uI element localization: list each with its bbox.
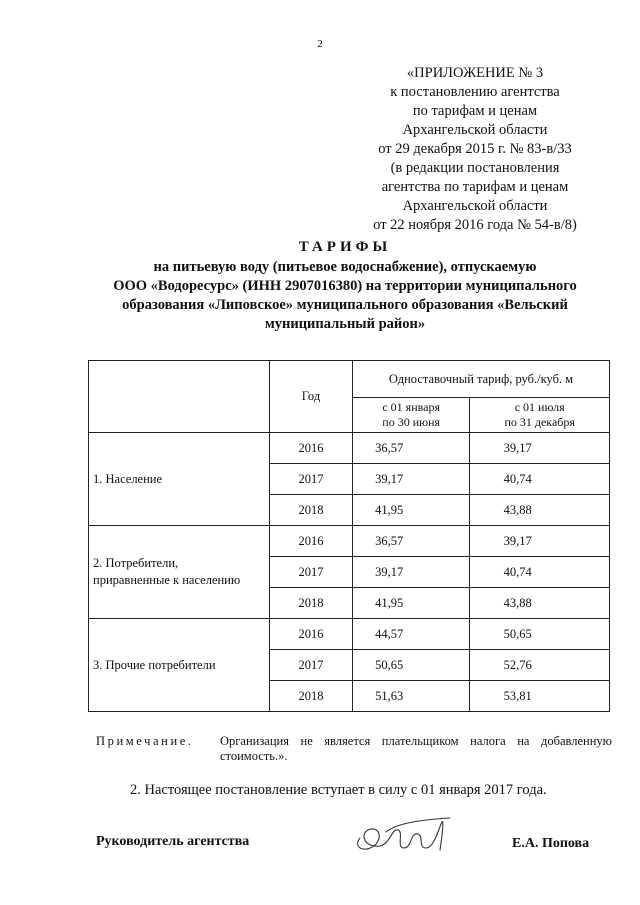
year-cell: 2017 (270, 557, 353, 588)
table-row (89, 619, 610, 650)
document-title (80, 238, 610, 334)
period2-value-cell (470, 495, 610, 526)
title-line: муниципальный район» (264, 316, 426, 332)
period2-line: по 31 декабря (504, 415, 575, 429)
appendix-line: агентства по тарифам и ценам (381, 179, 569, 195)
effective-date-paragraph: 2. Настоящее постановление вступает в силу с 01 января 2017 года. (130, 782, 547, 798)
title-heading: ТАРИФЫ (298, 239, 392, 255)
period2-value-cell (470, 619, 610, 650)
period2-header (470, 398, 610, 433)
period2-value: 40,74 (503, 564, 532, 579)
page-number: 2 (317, 38, 323, 50)
category-line: 1. Население (93, 471, 163, 486)
period1-header (353, 398, 470, 433)
appendix-line: Архангельской области (402, 122, 548, 138)
period1-value: 36,57 (375, 440, 404, 455)
appendix-line: «ПРИЛОЖЕНИЕ № 3 (406, 65, 544, 81)
period2-value: 50,65 (503, 626, 532, 641)
period1-line: с 01 января (382, 400, 440, 414)
year-cell: 2017 (270, 650, 353, 681)
period1-value: 39,17 (375, 564, 404, 579)
title-line: на питьевую воду (питьевое водоснабжение), отпускаемую (153, 259, 537, 275)
category-cell (89, 433, 270, 526)
period1-value-cell (353, 495, 470, 526)
period2-value: 53,81 (503, 688, 532, 703)
category-cell (89, 619, 270, 712)
signatory-title: Руководитель агентства (96, 834, 250, 849)
period1-value: 41,95 (375, 502, 404, 517)
appendix-line: от 22 ноября 2016 года № 54-в/8) (373, 217, 577, 233)
appendix-line: по тарифам и ценам (412, 103, 538, 119)
appendix-line: к постановлению агентства (390, 84, 560, 100)
period1-value: 41,95 (375, 595, 404, 610)
year-cell: 2018 (270, 495, 353, 526)
handwritten-signature (346, 808, 466, 858)
appendix-line: Архангельской области (402, 198, 548, 214)
table-row (89, 526, 610, 557)
year-cell: 2018 (270, 681, 353, 712)
period1-value-cell (353, 526, 470, 557)
table-row (89, 433, 610, 464)
period2-value-cell (470, 433, 610, 464)
period1-value-cell (353, 433, 470, 464)
year-cell: 2016 (270, 526, 353, 557)
appendix-line: (в редакции постановления (390, 160, 560, 176)
period1-value-cell (353, 464, 470, 495)
table-header-row (89, 361, 610, 398)
category-line: приравненные к населению (93, 573, 241, 587)
year-cell: 2017 (270, 464, 353, 495)
note-label: Примечание. (96, 734, 194, 748)
period2-value: 40,74 (503, 471, 532, 486)
period2-value-cell (470, 557, 610, 588)
year-cell: 2016 (270, 433, 353, 464)
tariff-header: Одноставочный тариф, руб./куб. м (353, 361, 610, 398)
year-cell: 2016 (270, 619, 353, 650)
category-cell (89, 526, 270, 619)
tariff-table (88, 360, 610, 712)
period2-value-cell (470, 681, 610, 712)
year-header: Год (270, 361, 353, 433)
period1-value-cell (353, 588, 470, 619)
period2-value: 43,88 (503, 595, 532, 610)
signatory-name: Е.А. Попова (512, 836, 590, 851)
period1-value: 36,57 (375, 533, 404, 548)
period1-value-cell (353, 650, 470, 681)
category-line: 2. Потребители, (93, 556, 179, 570)
period1-value-cell (353, 557, 470, 588)
period1-value: 50,65 (375, 657, 404, 672)
period2-value-cell (470, 588, 610, 619)
category-line: 3. Прочие потребители (93, 657, 216, 672)
period2-value: 39,17 (503, 533, 532, 548)
period1-line: по 30 июня (382, 415, 441, 429)
period1-value: 51,63 (375, 688, 404, 703)
title-line: ООО «Водоресурс» (ИНН 2907016380) на территории муниципального (113, 278, 577, 294)
title-line: образования «Липовское» муниципального образования «Вельский (122, 297, 568, 313)
period2-value: 39,17 (503, 440, 532, 455)
year-cell: 2018 (270, 588, 353, 619)
period1-value-cell (353, 619, 470, 650)
period1-value: 44,57 (375, 626, 404, 641)
appendix-block (340, 64, 610, 235)
period1-value: 39,17 (375, 471, 404, 486)
period1-value-cell (353, 681, 470, 712)
period2-line: с 01 июля (514, 400, 565, 414)
header-corner-cell (89, 361, 270, 433)
period2-value-cell (470, 650, 610, 681)
period2-value-cell (470, 526, 610, 557)
note-text: Организация не является плательщиком налога на добавленную стоимость.». (220, 734, 612, 763)
period2-value: 52,76 (503, 657, 532, 672)
period2-value-cell (470, 464, 610, 495)
appendix-line: от 29 декабря 2015 г. № 83-в/33 (378, 141, 572, 157)
period2-value: 43,88 (503, 502, 532, 517)
